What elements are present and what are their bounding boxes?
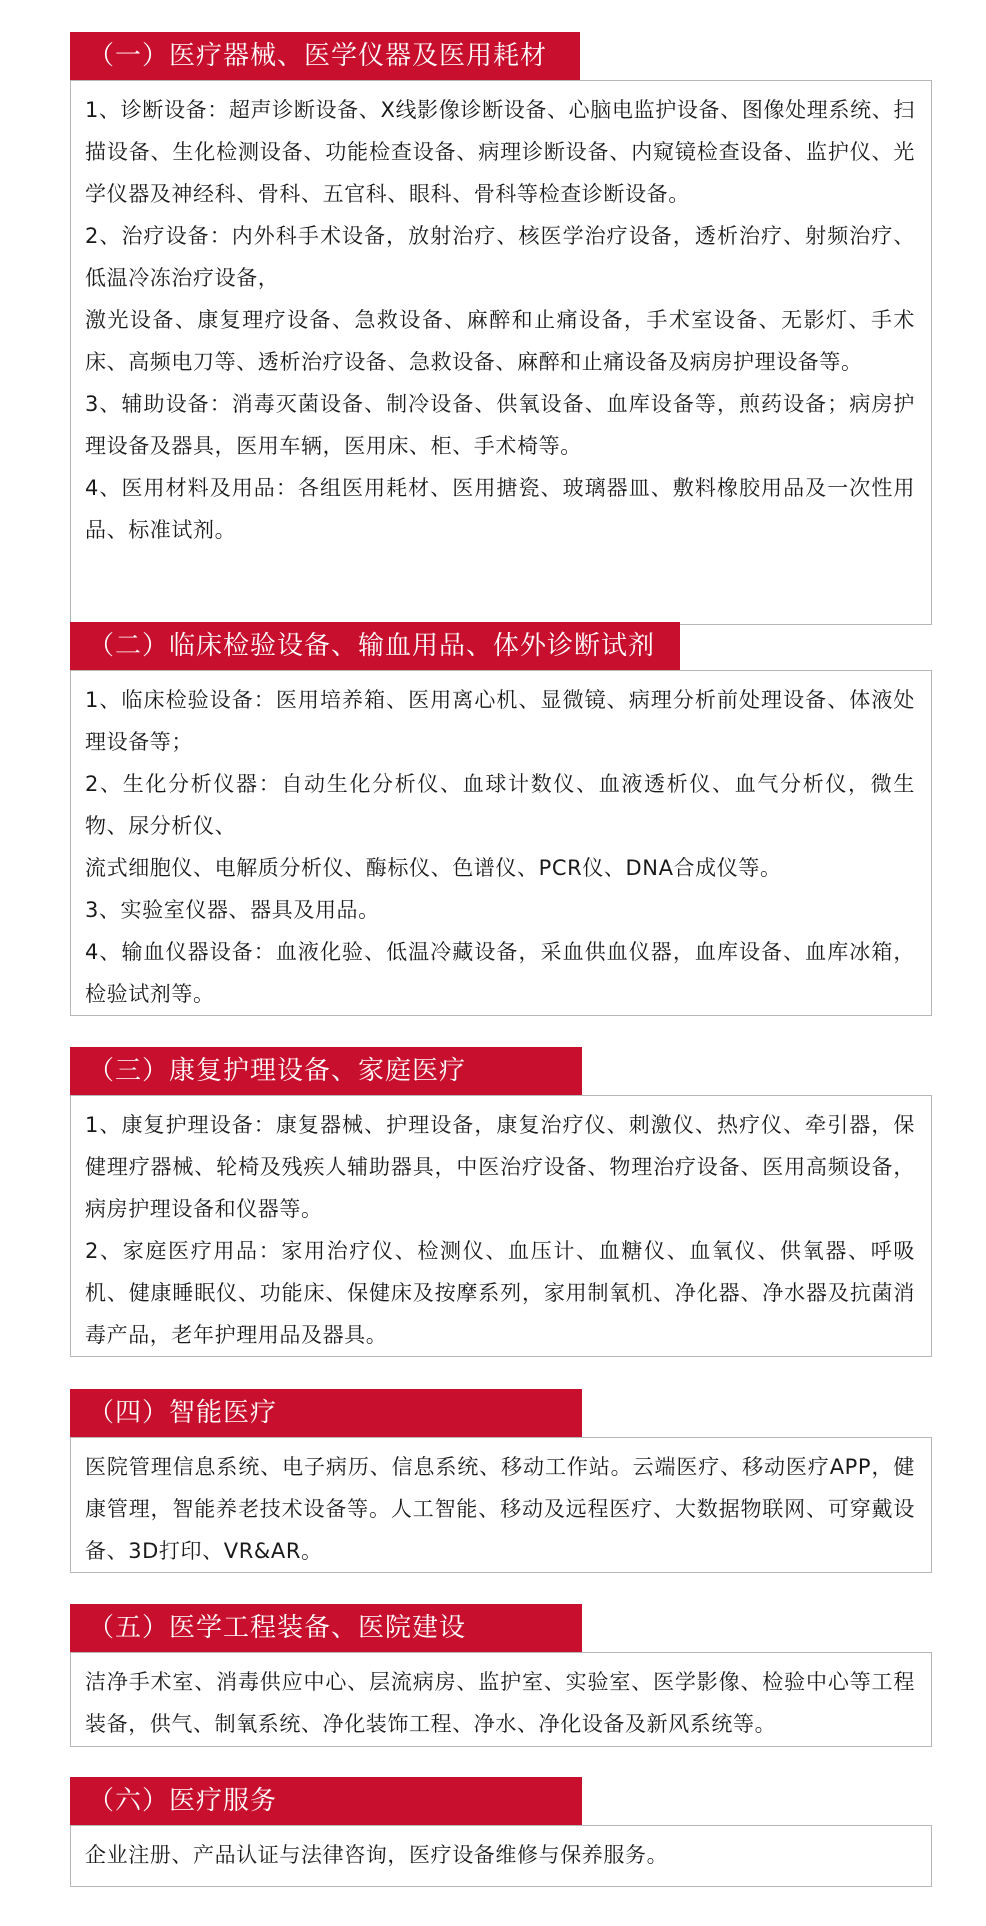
paragraph: 2、生化分析仪器：自动生化分析仪、血球计数仪、血液透析仪、血气分析仪，微生物、尿分析仪、 bbox=[85, 772, 915, 838]
section-content bbox=[70, 1095, 932, 1357]
paragraph: 3、实验室仪器、器具及用品。 bbox=[85, 898, 380, 922]
section-content bbox=[70, 1437, 932, 1573]
section-content bbox=[70, 80, 932, 625]
section-header: （四）智能医疗 bbox=[70, 1389, 582, 1437]
paragraph: 洁净手术室、消毒供应中心、层流病房、监护室、实验室、医学影像、检验中心等工程装备，供气、制氧系统、净化装饰工程、净水、净化设备及新风系统等。 bbox=[85, 1670, 915, 1736]
section-content bbox=[70, 1652, 932, 1747]
paragraph: 2、家庭医疗用品：家用治疗仪、检测仪、血压计、血糖仪、血氧仪、供氧器、呼吸机、健康睡眠仪、功能床、保健床及按摩系列，家用制氧机、净化器、净水器及抗菌消毒产品，老年护理用品及器具。 bbox=[85, 1239, 915, 1347]
paragraph: 流式细胞仪、电解质分析仪、酶标仪、色谱仪、PCR仪、DNA合成仪等。 bbox=[85, 856, 782, 880]
section-header: （二）临床检验设备、输血用品、体外诊断试剂 bbox=[70, 622, 680, 670]
paragraph: 医院管理信息系统、电子病历、信息系统、移动工作站。云端医疗、移动医疗APP，健康管理，智能养老技术设备等。人工智能、移动及远程医疗、大数据物联网、可穿戴设备、3D打印、VR&AR。 bbox=[85, 1455, 915, 1563]
paragraph: 4、输血仪器设备：血液化验、低温冷藏设备，采血供血仪器，血库设备、血库冰箱，检验试剂等。 bbox=[85, 940, 915, 1006]
paragraph: 激光设备、康复理疗设备、急救设备、麻醉和止痛设备，手术室设备、无影灯、手术床、高频电刀等、透析治疗设备、急救设备、麻醉和止痛设备及病房护理设备等。 bbox=[85, 308, 915, 374]
section-header: （五）医学工程装备、医院建设 bbox=[70, 1604, 582, 1652]
paragraph: 企业注册、产品认证与法律咨询，医疗设备维修与保养服务。 bbox=[85, 1843, 669, 1867]
section-content bbox=[70, 1825, 932, 1887]
paragraph: 4、医用材料及用品：各组医用耗材、医用搪瓷、玻璃器皿、敷料橡胶用品及一次性用品、标准试剂。 bbox=[85, 476, 915, 542]
section-content bbox=[70, 670, 932, 1016]
paragraph: 1、诊断设备：超声诊断设备、X线影像诊断设备、心脑电监护设备、图像处理系统、扫描设备、生化检测设备、功能检查设备、病理诊断设备、内窥镜检查设备、监护仪、光学仪器及神经科、骨科、五官科、眼科、骨科等检查诊断设备。 bbox=[85, 98, 915, 206]
section-header: （一）医疗器械、医学仪器及医用耗材 bbox=[70, 32, 580, 80]
section-header: （六）医疗服务 bbox=[70, 1777, 582, 1825]
paragraph: 1、临床检验设备：医用培养箱、医用离心机、显微镜、病理分析前处理设备、体液处理设备等； bbox=[85, 688, 915, 754]
section-header: （三）康复护理设备、家庭医疗 bbox=[70, 1047, 582, 1095]
paragraph: 1、康复护理设备：康复器械、护理设备，康复治疗仪、刺激仪、热疗仪、牵引器，保健理疗器械、轮椅及残疾人辅助器具，中医治疗设备、物理治疗设备、医用高频设备，病房护理设备和仪器等。 bbox=[85, 1113, 915, 1221]
paragraph: 2、治疗设备：内外科手术设备，放射治疗、核医学治疗设备，透析治疗、射频治疗、低温冷冻治疗设备， bbox=[85, 224, 915, 290]
paragraph: 3、辅助设备：消毒灭菌设备、制冷设备、供氧设备、血库设备等，煎药设备；病房护理设备及器具，医用车辆，医用床、柜、手术椅等。 bbox=[85, 392, 915, 458]
